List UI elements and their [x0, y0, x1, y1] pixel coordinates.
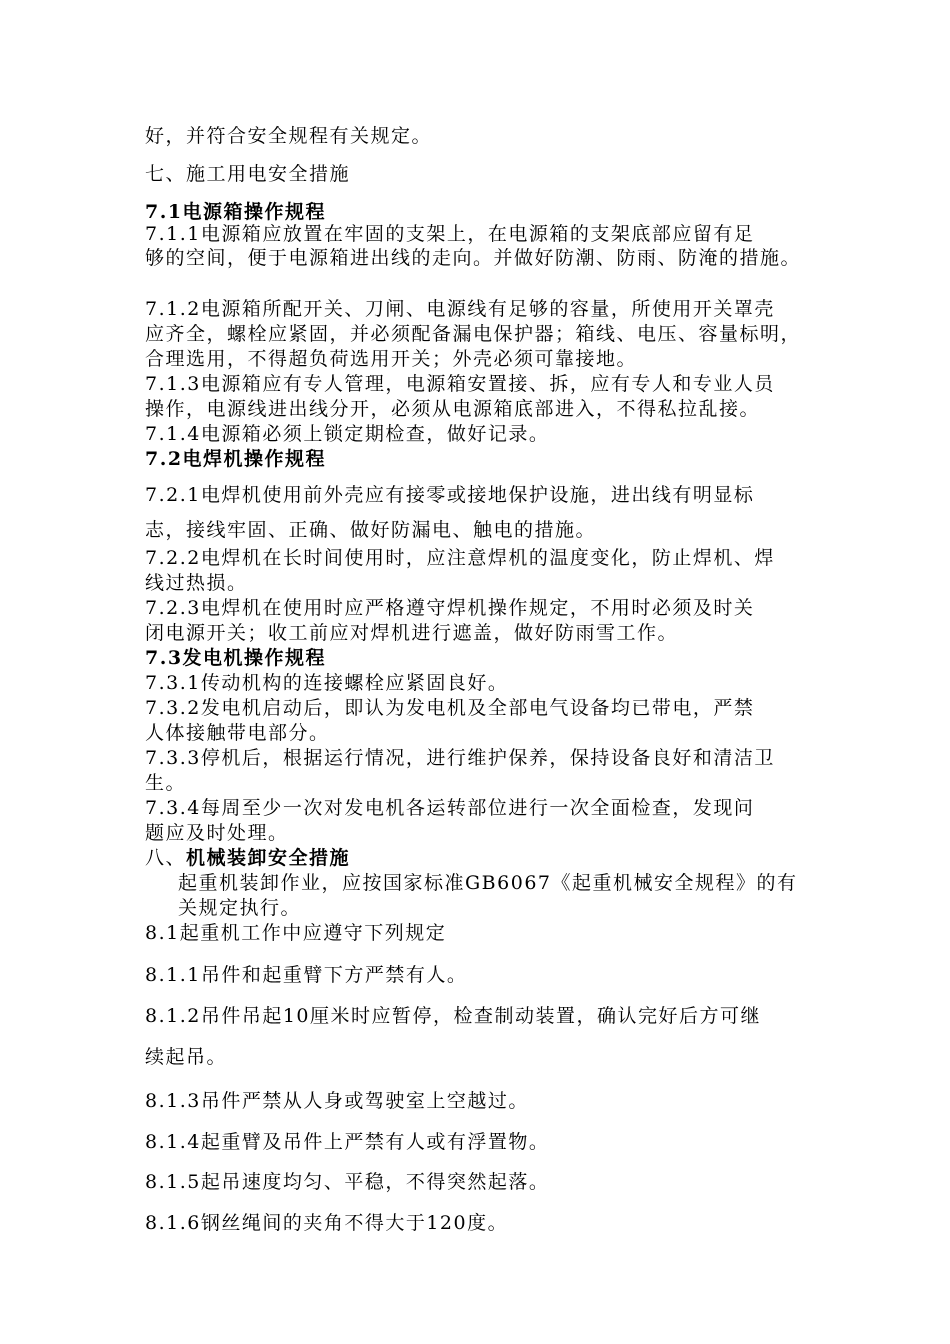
- section-heading: 七、施工用电安全措施: [145, 163, 351, 185]
- text-line: 8.1.2吊件吊起10厘米时应暂停，检查制动装置，确认完好后方可继: [145, 1005, 762, 1027]
- text-line: 闭电源开关；收工前应对焊机进行遮盖，做好防雨雪工作。: [145, 622, 679, 644]
- text-line: 8.1.4起重臂及吊件上严禁有人或有浮置物。: [145, 1131, 550, 1153]
- subsection-heading: 8.1起重机工作中应遵守下列规定: [145, 922, 447, 944]
- text-line: 7.1.1电源箱应放置在牢固的支架上，在电源箱的支架底部应留有足: [145, 223, 755, 245]
- text-line: 7.2.2电焊机在长时间使用时，应注意焊机的温度变化，防止焊机、焊: [145, 547, 775, 569]
- text-line: 7.1.3电源箱应有专人管理，电源箱安置接、拆，应有专人和专业人员: [145, 373, 775, 395]
- text-line: 操作，电源线进出线分开，必须从电源箱底部进入，不得私拉乱接。: [145, 398, 761, 420]
- text-line: 好，并符合安全规程有关规定。: [145, 125, 433, 147]
- text-line: 7.3.2发电机启动后，即认为发电机及全部电气设备均已带电，严禁: [145, 697, 755, 719]
- text-line: 志，接线牢固、正确、做好防漏电、触电的措施。: [145, 519, 597, 541]
- text-line: 8.1.1吊件和起重臂下方严禁有人。: [145, 964, 468, 986]
- text-line: 线过热损。: [145, 572, 248, 594]
- text-line: 题应及时处理。: [145, 822, 289, 844]
- text-line: 7.3.4每周至少一次对发电机各运转部位进行一次全面检查，发现问: [145, 797, 755, 819]
- text-line: 人体接触带电部分。: [145, 722, 330, 744]
- text-line: 合理选用，不得超负荷选用开关；外壳必须可靠接地。: [145, 348, 638, 370]
- subsection-heading: 7.1电源箱操作规程: [145, 201, 327, 223]
- text-line: 7.2.1电焊机使用前外壳应有接零或接地保护设施，进出线有明显标: [145, 484, 755, 506]
- text-line: 起重机装卸作业，应按国家标准GB6067《起重机械安全规程》的有: [178, 872, 798, 894]
- text-line: 关规定执行。: [178, 897, 302, 919]
- text-line: 7.3.3停机后，根据运行情况，进行维护保养，保持设备良好和清洁卫: [145, 747, 775, 769]
- subsection-heading: 7.3发电机操作规程: [145, 647, 327, 669]
- text-line: 7.2.3电焊机在使用时应严格遵守焊机操作规定，不用时必须及时关: [145, 597, 755, 619]
- text-line: 7.1.2电源箱所配开关、刀闸、电源线有足够的容量，所使用开关罩壳: [145, 298, 775, 320]
- text-line: 8.1.5起吊速度均匀、平稳，不得突然起落。: [145, 1171, 550, 1193]
- text-line: 8.1.6钢丝绳间的夹角不得大于120度。: [145, 1212, 509, 1234]
- section-title: 机械装卸安全措施: [186, 847, 351, 869]
- subsection-heading: 7.2电焊机操作规程: [145, 448, 327, 470]
- text-line: 7.3.1传动机构的连接螺栓应紧固良好。: [145, 672, 509, 694]
- text-line: 应齐全，螺栓应紧固，并必须配备漏电保护器；箱线、电压、容量标明，: [145, 323, 802, 345]
- section-heading: [145, 846, 825, 870]
- text-line: 够的空间，便于电源箱进出线的走向。并做好防潮、防雨、防淹的措施。: [145, 247, 802, 269]
- section-number: 八、: [145, 847, 187, 869]
- text-line: 续起吊。: [145, 1046, 228, 1068]
- text-line: 生。: [145, 772, 187, 794]
- text-line: 8.1.3吊件严禁从人身或驾驶室上空越过。: [145, 1090, 529, 1112]
- text-line: 7.1.4电源箱必须上锁定期检查，做好记录。: [145, 423, 550, 445]
